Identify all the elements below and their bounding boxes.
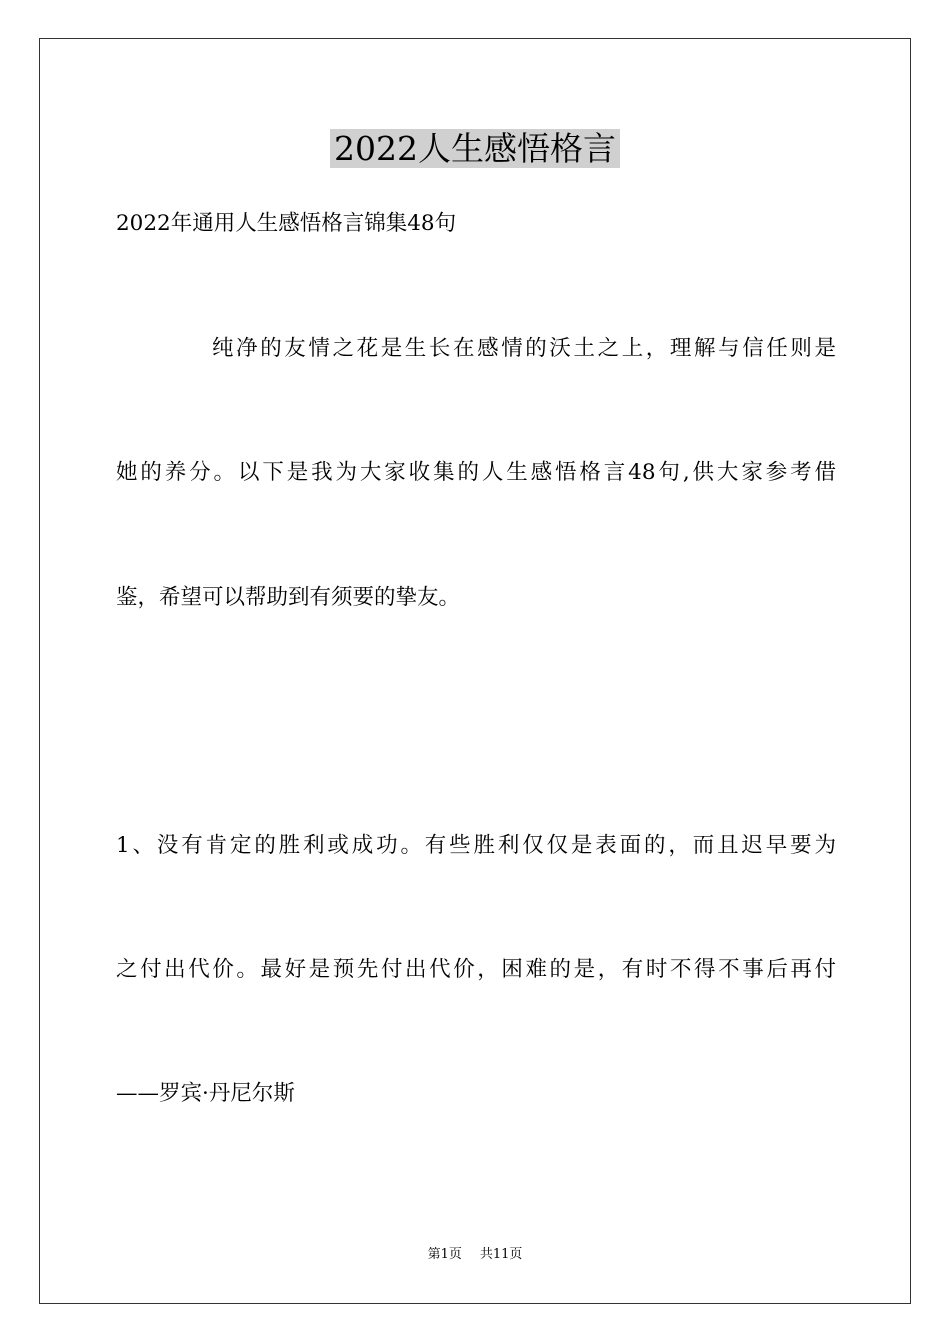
quote-line-1: 1、没有肯定的胜利或成功。有些胜利仅仅是表面的，而且迟早要为 [116,833,836,858]
document-title-text: 2022人生感悟格言 [330,129,620,168]
quote-attribution: ——罗宾·丹尼尔斯 [116,1081,295,1106]
page-total: 共11页 [479,1247,523,1262]
intro-line-2: 她的养分。以下是我为大家收集的人生感悟格言48句,供大家参考借 [116,460,836,485]
intro-line-1: 纯净的友情之花是生长在感情的沃土之上，理解与信任则是 [212,336,836,361]
quote-line-2: 之付出代价。最好是预先付出代价，困难的是，有时不得不事后再付 [116,957,836,982]
document-subtitle: 2022年通用人生感悟格言锦集48句 [116,211,457,236]
intro-line-3: 鉴，希望可以帮助到有须要的挚友。 [116,585,461,610]
page-footer [0,1246,950,1264]
document-title [0,127,950,171]
page-number: 第1页 [427,1247,462,1262]
